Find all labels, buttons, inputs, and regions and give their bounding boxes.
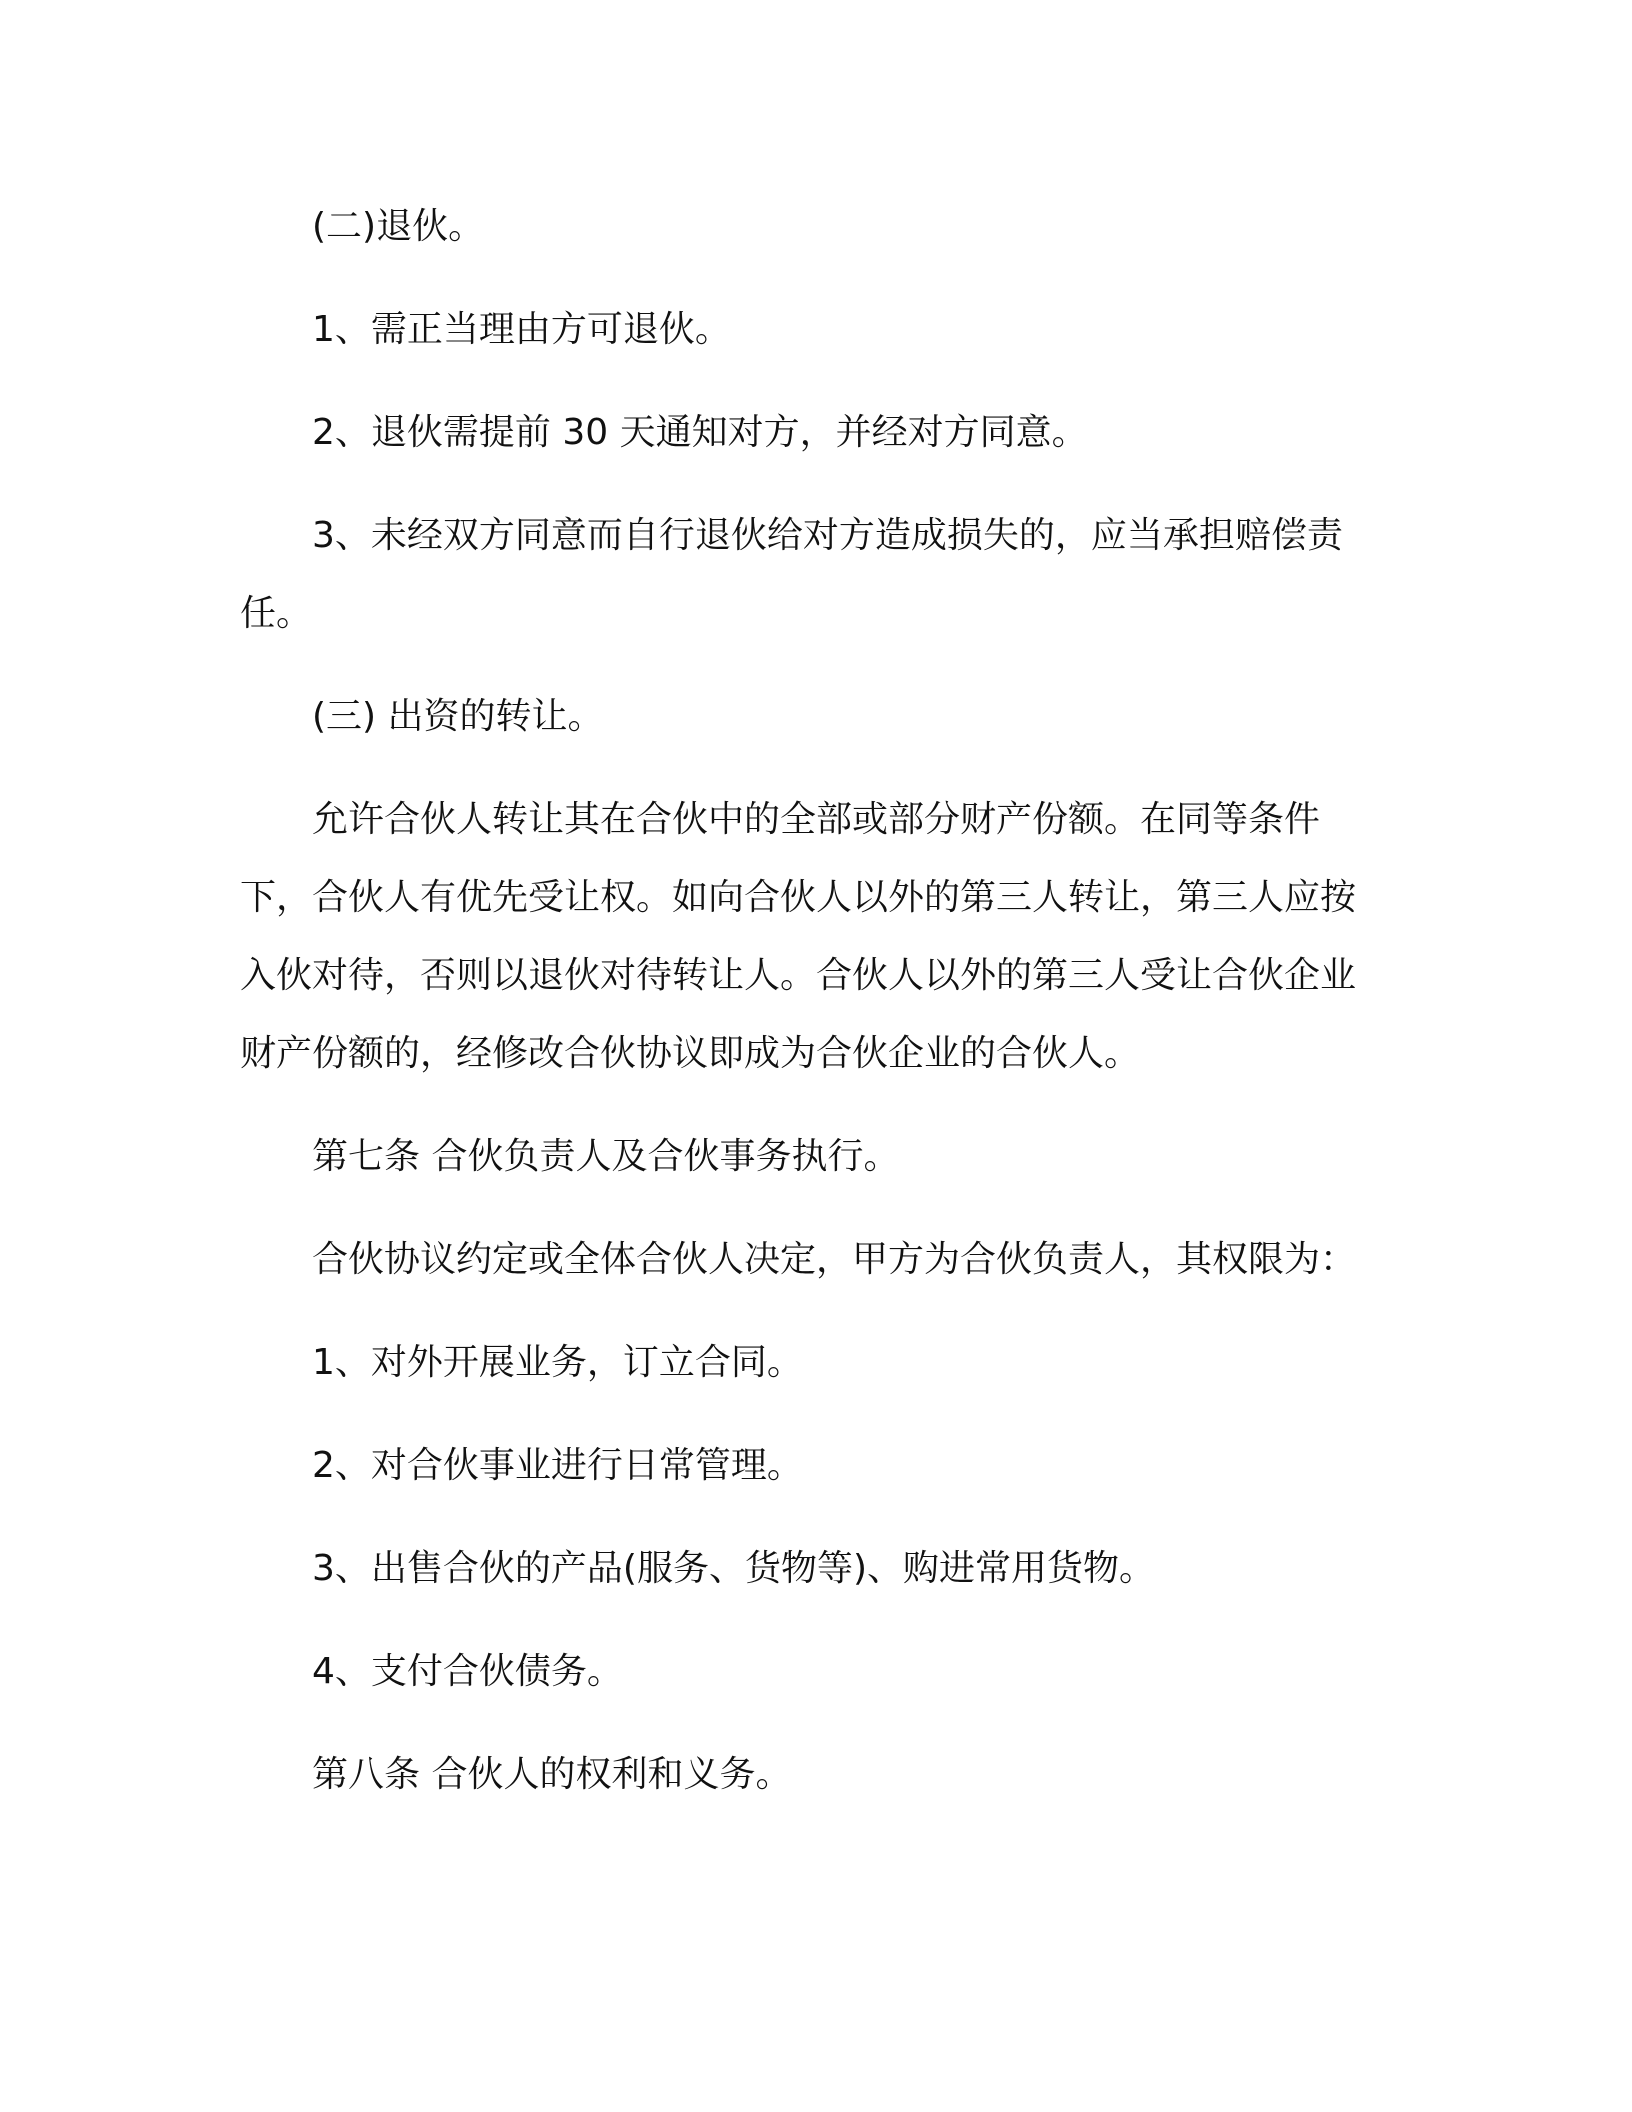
article-7-item-4: 4、支付合伙债务。 bbox=[312, 1651, 623, 1692]
clause-3-withdrawal-liability: 3、未经双方同意而自行退伙给对方造成损失的，应当承担赔偿责任。 bbox=[240, 515, 1343, 634]
article-8-heading: 第八条 合伙人的权利和义务。 bbox=[312, 1754, 792, 1795]
transfer-rules-paragraph: 允许合伙人转让其在合伙中的全部或部分财产份额。在同等条件下，合伙人有优先受让权。如向合伙人以外的第三人转让，第三人应按入伙对待，否则以退伙对待转让人。合伙人以外的第三人受让合伙企业财产份额的，经修改合伙协议即成为合伙企业的合伙人。 bbox=[240, 799, 1357, 1074]
section-heading-transfer: (三) 出资的转让。 bbox=[312, 696, 604, 737]
document-body bbox=[240, 188, 1380, 1814]
article-7-intro: 合伙协议约定或全体合伙人决定，甲方为合伙负责人，其权限为： bbox=[312, 1239, 1357, 1280]
clause-2-withdrawal-notice: 2、退伙需提前 30 天通知对方，并经对方同意。 bbox=[312, 412, 1088, 453]
article-7-item-2: 2、对合伙事业进行日常管理。 bbox=[312, 1445, 803, 1486]
section-heading-withdrawal: (二)退伙。 bbox=[312, 206, 485, 247]
article-7-item-1: 1、对外开展业务，订立合同。 bbox=[312, 1342, 803, 1383]
article-7-heading: 第七条 合伙负责人及合伙事务执行。 bbox=[312, 1136, 900, 1177]
clause-1-withdrawal-reason: 1、需正当理由方可退伙。 bbox=[312, 309, 731, 350]
article-7-item-3: 3、出售合伙的产品(服务、货物等)、购进常用货物。 bbox=[312, 1548, 1155, 1589]
